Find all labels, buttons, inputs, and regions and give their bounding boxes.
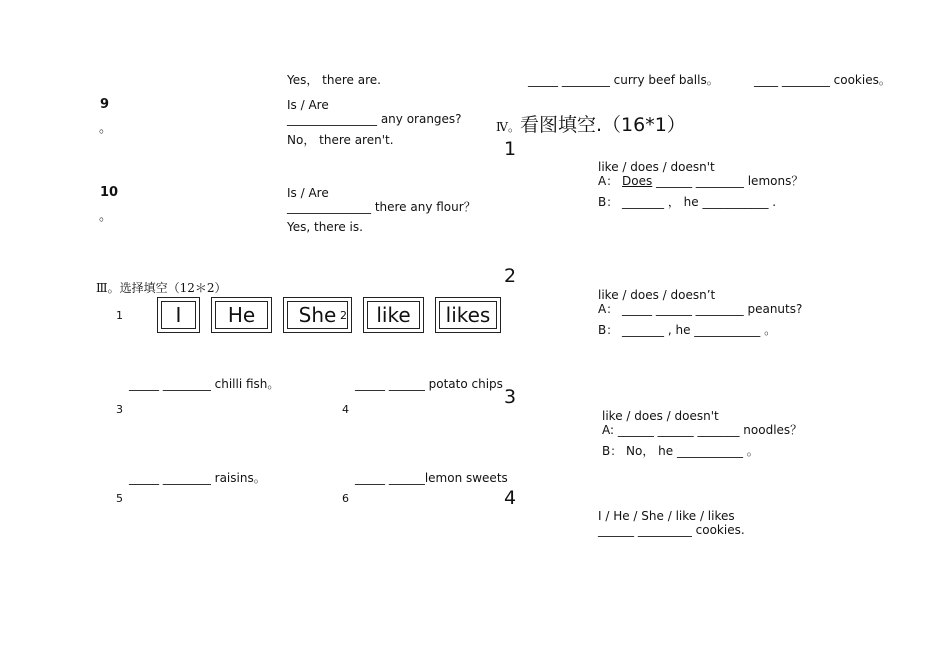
curry-beef-balls-line: _____ ________ curry beef balls。 [528, 73, 719, 87]
picture-1-number: 1 [504, 138, 517, 160]
word-box-he [211, 297, 272, 333]
picture-2-line-a: A： _____ ______ ________ peanuts? [598, 302, 803, 316]
picture-1-a-prefix: A： [598, 174, 619, 188]
question-9-number: 9 [100, 97, 110, 112]
item-5-number: 5 [116, 492, 123, 505]
item-6-number: 6 [342, 492, 349, 505]
word-likes: likes [445, 303, 491, 327]
word-box-like [363, 297, 424, 333]
picture-2-number: 2 [504, 265, 517, 287]
question-10-prompt: Is / Are [287, 186, 329, 200]
picture-3-line-a: A: ______ ______ _______ noodles？ [602, 423, 803, 437]
word-like: like [376, 303, 411, 327]
picture-1-a-rest: ______ ________ lemons？ [656, 174, 804, 188]
item-2-number: 2 [340, 309, 347, 322]
item-4-line: _____ ______ potato chips [355, 377, 503, 391]
picture-2-options: like / does / doesn’t [598, 288, 716, 302]
item-3-line: _____ ________ chilli fish。 [129, 377, 280, 391]
section-3-heading: Ⅲ。选择填空（12＊2） [96, 281, 227, 295]
section-4-roman: Ⅳ。 [496, 120, 520, 134]
question-9-dot: 。 [99, 121, 113, 136]
word-box-i [157, 297, 200, 333]
item-3-number: 3 [116, 403, 123, 416]
picture-3-options: like / does / doesn't [602, 409, 719, 423]
picture-4-line-a: ______ _________ cookies. [598, 523, 745, 537]
item-4-number: 4 [342, 403, 349, 416]
picture-3-number: 3 [504, 386, 517, 408]
word-she: She [298, 303, 337, 327]
word-box-likes [435, 297, 501, 333]
question-9-answer: No， there aren't. [287, 133, 394, 147]
item-1-number: 1 [116, 309, 123, 322]
picture-1-a-answer: Does [622, 174, 653, 188]
item-6-line: _____ ______lemon sweets [355, 471, 508, 485]
picture-4-options: I / He / She / like / likes [598, 509, 735, 523]
picture-1-options: like / does / doesn't [598, 160, 715, 174]
picture-2-line-b: B： _______ , he ___________ 。 [598, 323, 777, 337]
picture-4-number: 4 [504, 487, 517, 509]
question-9-blank: _______________ any oranges? [287, 112, 462, 126]
picture-3-line-b: B： No， he ___________ 。 [602, 444, 759, 458]
picture-1-line-b: B： _______ ， he ___________ . [598, 195, 777, 209]
section-4-title: 看图填空.（16*1） [520, 114, 686, 136]
answer-yes-there-are: Yes， there are. [287, 73, 381, 87]
word-he: He [227, 303, 256, 327]
question-9-prompt: Is / Are [287, 98, 329, 112]
question-10-answer: Yes, there is. [287, 220, 363, 234]
question-10-dot: 。 [99, 209, 113, 224]
item-5-line: _____ ________ raisins。 [129, 471, 266, 485]
question-10-number: 10 [100, 185, 119, 200]
picture-1-line-a [598, 174, 803, 188]
question-10-blank: ______________ there any flour？ [287, 200, 476, 214]
section-4-heading [496, 114, 686, 138]
cookies-line: ____ ________ cookies。 [754, 73, 891, 87]
word-i: I [175, 303, 182, 327]
